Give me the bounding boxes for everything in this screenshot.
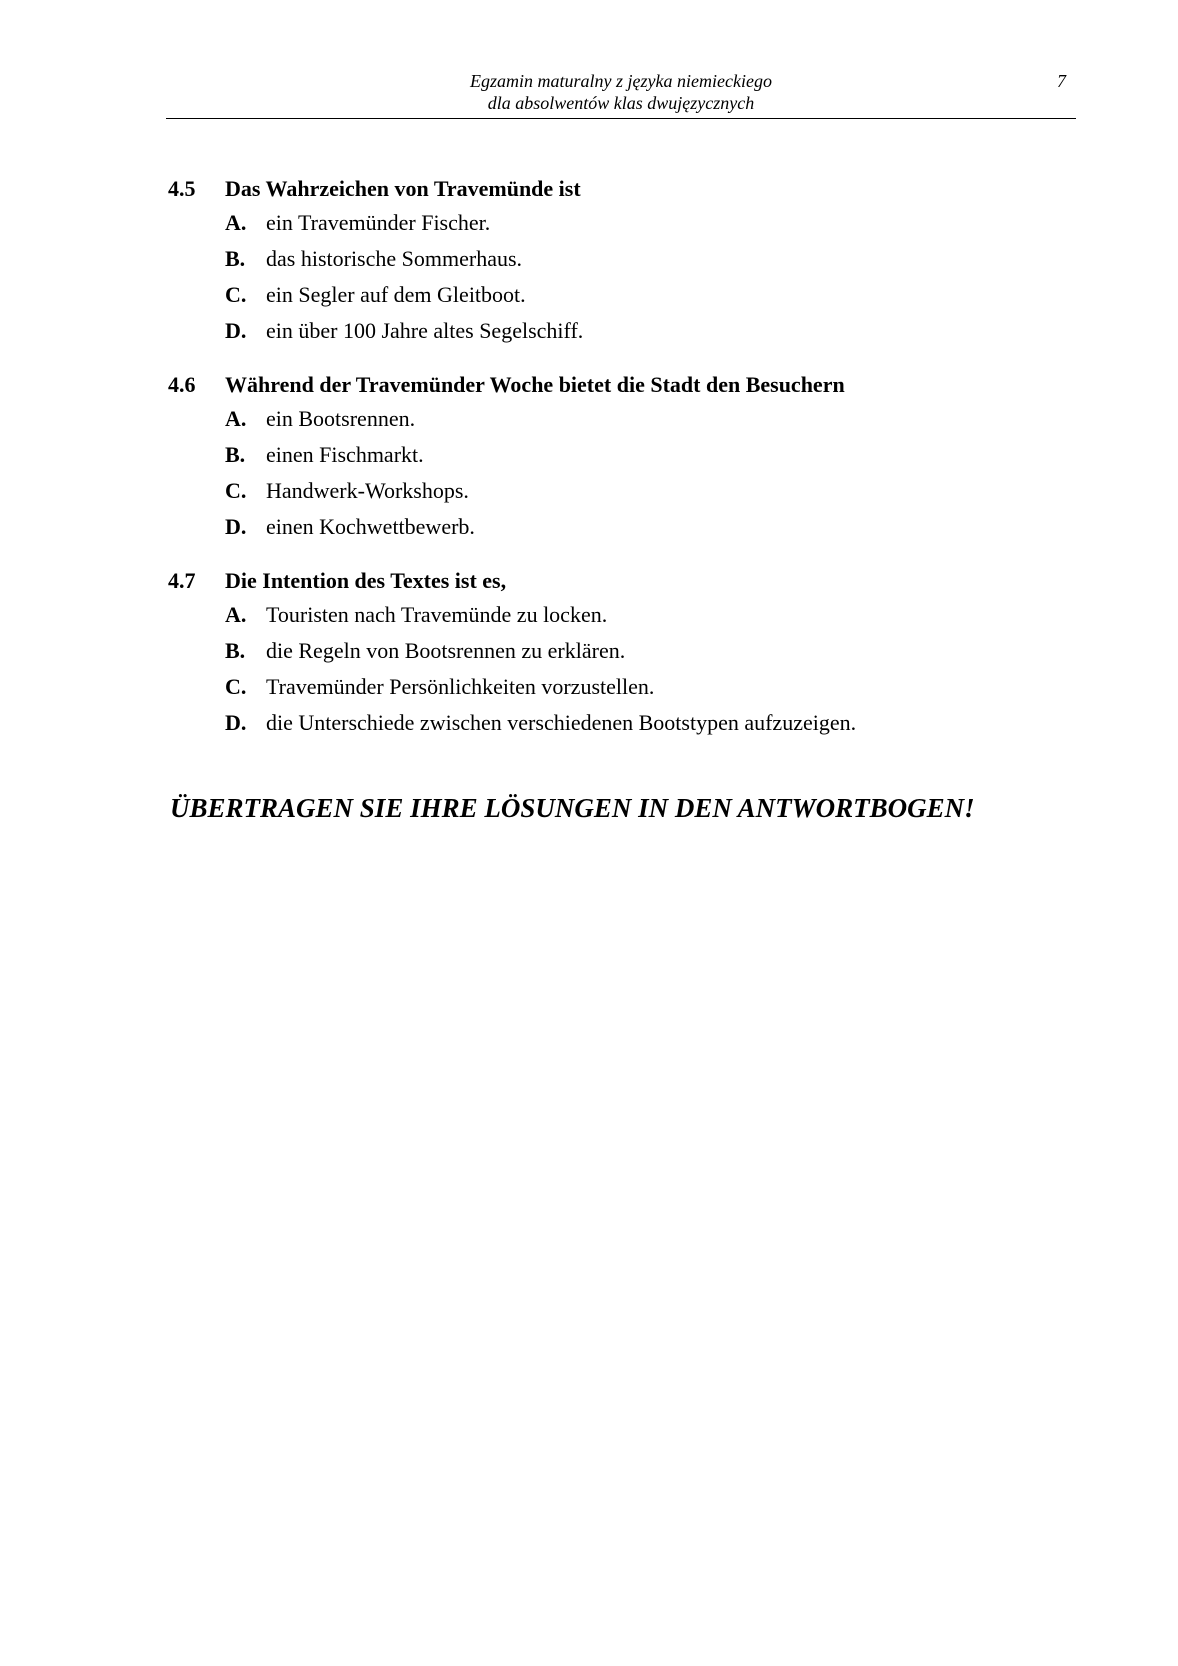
answer-option-c [168, 669, 1068, 705]
option-letter: A. [225, 406, 247, 431]
answer-option-b [168, 437, 1068, 473]
answer-option-c [168, 473, 1068, 509]
question-4-7 [168, 565, 1068, 741]
answer-option-d [168, 705, 1068, 741]
option-letter: C. [225, 478, 247, 503]
option-text: das historische Sommerhaus. [266, 246, 523, 271]
page-number: 7 [1057, 71, 1066, 91]
option-text: Handwerk-Workshops. [266, 478, 469, 503]
option-text: Touristen nach Travemünde zu locken. [266, 602, 608, 627]
option-letter: B. [225, 246, 246, 271]
option-letter: D. [225, 318, 247, 343]
option-letter: B. [225, 638, 246, 663]
option-letter: D. [225, 514, 247, 539]
final-instruction: ÜBERTRAGEN SIE IHRE LÖSUNGEN IN DEN ANTWORTBOGEN! [170, 793, 975, 823]
question-heading [168, 565, 1068, 597]
option-text: ein Segler auf dem Gleitboot. [266, 282, 526, 307]
answer-option-b [168, 241, 1068, 277]
answer-option-a [168, 401, 1068, 437]
option-text: ein Bootsrennen. [266, 406, 416, 431]
question-text: Während der Travemünder Woche bietet die Stadt den Besuchern [225, 372, 845, 397]
question-heading [168, 173, 1068, 205]
option-text: ein Travemünder Fischer. [266, 210, 491, 235]
option-text: ein über 100 Jahre altes Segelschiff. [266, 318, 584, 343]
option-text: die Regeln von Bootsrennen zu erklären. [266, 638, 626, 663]
question-heading [168, 369, 1068, 401]
question-4-6 [168, 369, 1068, 545]
option-letter: A. [225, 210, 247, 235]
question-text: Die Intention des Textes ist es, [225, 568, 507, 593]
option-letter: C. [225, 282, 247, 307]
option-letter: A. [225, 602, 247, 627]
option-text: einen Fischmarkt. [266, 442, 424, 467]
answer-option-b [168, 633, 1068, 669]
answer-option-d [168, 313, 1068, 349]
page-header [166, 70, 1076, 119]
header-title-line1: Egzamin maturalny z języka niemieckiego [470, 71, 772, 91]
header-title-line2: dla absolwentów klas dwujęzycznych [487, 93, 755, 113]
question-4-5 [168, 173, 1068, 349]
option-text: einen Kochwettbewerb. [266, 514, 475, 539]
option-letter: B. [225, 442, 246, 467]
answer-option-c [168, 277, 1068, 313]
answer-option-a [168, 597, 1068, 633]
option-letter: D. [225, 710, 247, 735]
question-text: Das Wahrzeichen von Travemünde ist [225, 176, 581, 201]
option-text: die Unterschiede zwischen verschiedenen Bootstypen aufzuzeigen. [266, 710, 857, 735]
option-letter: C. [225, 674, 247, 699]
option-text: Travemünder Persönlichkeiten vorzustellen. [266, 674, 655, 699]
question-number: 4.7 [168, 568, 196, 593]
question-number: 4.6 [168, 372, 196, 397]
answer-option-d [168, 509, 1068, 545]
answer-option-a [168, 205, 1068, 241]
question-number: 4.5 [168, 176, 196, 201]
